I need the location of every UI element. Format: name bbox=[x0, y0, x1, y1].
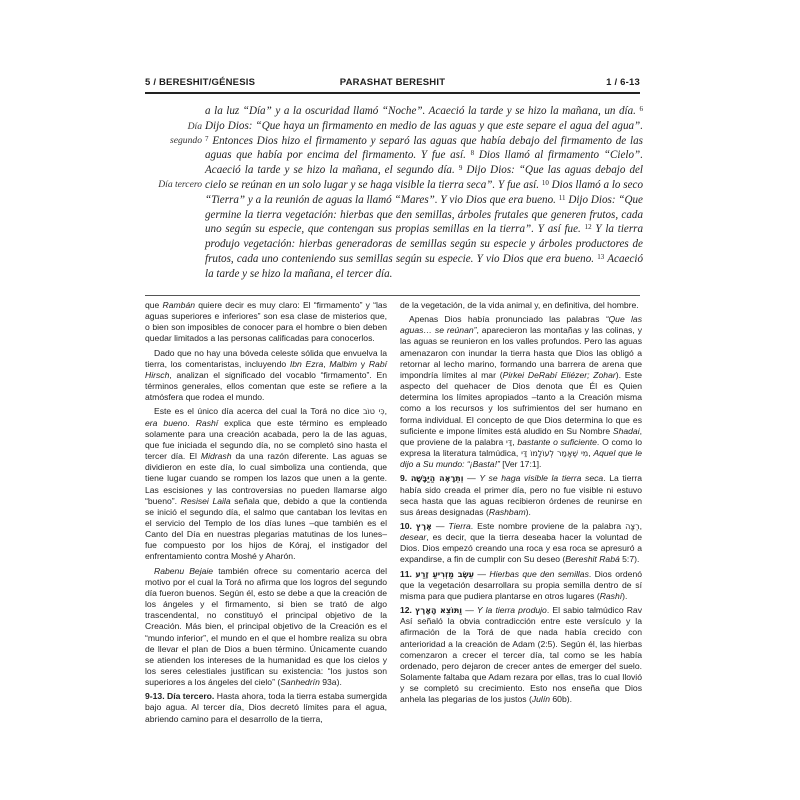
text: Este es el único día acerca del cual la Torá no dice bbox=[154, 406, 363, 417]
margin-note-second-day bbox=[142, 120, 202, 148]
translation: desear bbox=[400, 532, 427, 543]
source-name: Rabí Hirsch bbox=[145, 358, 387, 380]
verse-6: Dijo Dios: “Que haya un firmamento en medio de las aguas y que este separe el agua del agua”. bbox=[205, 119, 643, 132]
verse-9: Dijo Dios: “Que las aguas debajo del cielo se reúnan en un solo lugar y se haga visible la tierra seca”. Y fue así. bbox=[205, 164, 643, 191]
source-name: Rashbam bbox=[488, 506, 526, 517]
commentary-left-column bbox=[145, 300, 387, 728]
text: y bbox=[357, 358, 369, 369]
text: quiere decir es muy claro: El “firmamento” y “las aguas superiores e inferiores” son esa clase de misterios que, o bien son imposibles de conocer para el hombre o bien deben quedar limitados a las personas calificadas para conocerlos. bbox=[145, 300, 387, 344]
text: , analizan el significado del vocablo “firmamento”. En términos generales, ellos comentan que este se refiere a la atmósfera que rodea el mundo. bbox=[145, 369, 387, 403]
text: , bbox=[588, 448, 594, 459]
text: — bbox=[431, 520, 449, 531]
source-name: Midrash bbox=[200, 451, 232, 462]
verse-10: Dios llamó a lo seco “Tierra” y a la reunión de aguas la llamó “Mares”. Y vio Dios que era bueno. bbox=[205, 178, 643, 206]
text: también ofrece su comentario acerca del motivo por el cual la Torá no afirma que los logros del segundo día fueron buenos. Según él, esto se debe a que la creación de los ángeles y el firmamento, si bien se trató de algo trascendental, no constituyó el principal objetivo de la Creación. Más bien, el principal objetivo de la Creación es el “mundo inferior”, el mundo en el que el hombre realiza su obra de llevar el plan de Dios a buen término. Únicamente cuando se atienden los intereses de la humanidad es que los cielos y los seres celestiales justifican su existencia: “los justos son superiores a los ángeles del cielo” ( bbox=[145, 565, 387, 688]
margin-note-second-day-line2: segundo bbox=[170, 135, 202, 146]
text: . Dios ordenó que la vegetación desarrollara su propia semilla dentro de sí misma para que pudiera plantarse en otros lugares ( bbox=[400, 568, 643, 601]
text: 60b). bbox=[550, 694, 572, 705]
verse-paragraph bbox=[205, 104, 643, 282]
source-name: Ibn Ezra bbox=[289, 358, 324, 369]
verse-number: 7 bbox=[205, 134, 209, 143]
hebrew-term: אֶרֶץ bbox=[415, 521, 432, 531]
hebrew-term: רְצָה bbox=[625, 521, 640, 531]
entry-reference: 9. bbox=[400, 473, 408, 484]
header-chapter-verse: 1 / 6-13 bbox=[606, 77, 640, 88]
text: señala que, debido a que la contienda se inició el segundo día, el salmo que cantaban los levitas en el servicio del Templo de los días lunes –que también es el Canto del Día en nuestras plegarias matutinas de los lunes– fue compuesto por los hijos de Kóraj, el instigador del enfrentamiento contra Moshé y Aharón. bbox=[145, 495, 387, 562]
divine-name: Shadai bbox=[612, 425, 640, 436]
translation: Y se haga visible la tierra seca bbox=[479, 473, 604, 484]
text: . La tierra había sido creada el primer día, pero no fue visible ni estuvo seca hasta que las aguas recibieron órdenes de reunirse en sus áreas designadas ( bbox=[400, 473, 642, 517]
translation: bastante o suficiente bbox=[517, 436, 597, 447]
text: Apenas Dios había pronunciado las palabras bbox=[409, 314, 606, 325]
text: ). bbox=[525, 506, 531, 517]
hebrew-term: וְתֵרָאֶה הַיַּבָּשָׁה bbox=[410, 474, 464, 484]
source-name: Rashí bbox=[195, 417, 219, 428]
header-book-title: 5 / BERESHIT/GÉNESIS bbox=[145, 77, 256, 88]
entry-reference: 12. bbox=[400, 605, 412, 616]
commentary-entry bbox=[145, 691, 387, 724]
translation: Aquel que le dijo a Su mundo: “¡Basta!” bbox=[400, 448, 642, 470]
text: — bbox=[463, 473, 480, 484]
source-name: Pirkei DeRabí Eliézer; Zohar bbox=[502, 369, 616, 380]
header-parasha-title: PARASHAT BERESHIT bbox=[339, 77, 446, 88]
source-name: Sanhedrín bbox=[280, 677, 320, 688]
verse-number: 8 bbox=[470, 149, 475, 158]
commentary-paragraph bbox=[400, 300, 642, 311]
text: , es decir, que la tierra deseaba hacer la voluntad de Dios. Dios empezó creando una roca y esa roca se apresuró a expandirse, a fin de cumplir con Su deseo ( bbox=[400, 532, 642, 565]
margin-note-second-day-line1: Día bbox=[187, 121, 202, 132]
text: 5:7). bbox=[619, 554, 640, 565]
text: 93a). bbox=[319, 677, 342, 688]
commentary-paragraph bbox=[400, 314, 642, 470]
text: — bbox=[474, 568, 490, 579]
commentary-entry bbox=[400, 521, 642, 566]
source-name: Rashí bbox=[599, 590, 623, 601]
text: da una razón diferente. Las aguas se dividieron en este día, lo cual simboliza una contienda, que tiene lugar cuando se rompen los lazos que unen a la gente. Las escisiones y las controversias no pueden llamarse algo “bueno”. bbox=[145, 451, 387, 506]
entry-reference: 10. bbox=[400, 520, 412, 531]
text: ). Este aspecto del quehacer de Dios denota que Él es Quien determina los límites apropiados –tanto a la Creación misma como a los recursos y los sufrimientos del ser humano en forma individual. El concepto de que Dios determina lo que es suficiente e impone límites está aludido en Su Nombre bbox=[400, 369, 642, 436]
text: . O como lo expresa la literatura talmúdica, bbox=[400, 436, 642, 459]
verse-number: 12 bbox=[584, 223, 592, 232]
verse-number: 11 bbox=[558, 193, 566, 202]
verse-12: Y la tierra produjo vegetación: hierbas generadoras de semillas según su especie y árboles productores de frutos, cada uno conteniendo sus semillas según su especie. Y vio Dios que era bueno. bbox=[205, 223, 644, 265]
commentary-entry bbox=[400, 473, 642, 518]
text: . El sabio talmúdico Rav Así señaló la obvia contradicción entre este versículo y la afirmación de la Torá de que nada había crecido con anterioridad a la creación de Adam (2:5). Según él, las hierbas comenzaron a crecer el tercer día, tal como se les había ordenado, pero dejaron de crecer antes de emerger del suelo. Solamente faltaba que Adam rezara por ellas, tras lo cual llovió y se completó su crecimiento. Esto nos enseña que Dios anhela las plegarias de los justos ( bbox=[400, 605, 643, 705]
source-name: Bereshit Rabá bbox=[565, 554, 620, 565]
text: , aparecieron las montañas y las colinas, y las aguas se reunieron en los valles profundos. Pero las aguas amenazaron con inundar la tierra hasta que Dios las obligó a retornar al lecho marino, formando una barrera de arena que impondría límites al mar ( bbox=[400, 325, 642, 380]
quote: “Que las aguas… se reúnan” bbox=[400, 314, 642, 336]
running-header bbox=[145, 77, 640, 91]
translation: Y la tierra produjo bbox=[476, 605, 547, 616]
text: ). bbox=[622, 590, 628, 601]
text: . bbox=[187, 417, 196, 428]
entry-reference: 11. bbox=[400, 568, 412, 579]
text: . Este nombre proviene de la palabra bbox=[470, 520, 626, 531]
verse-11: Dijo Dios: “Que germine la tierra vegetación: hierbas que den semillas, árboles frutales que generen frutos, cada uno según su especie, que contengan sus propias semillas en la tierra”. Y así fue. bbox=[205, 193, 643, 236]
source-name: Julín bbox=[531, 694, 551, 705]
text: — bbox=[462, 605, 477, 616]
entry-reference: 9-13. Día tercero. bbox=[145, 691, 215, 702]
source-name: Resisei Laila bbox=[180, 495, 231, 506]
verse-5-end: a la luz “Día” y a la oscuridad llamó “Noche”. Acaeció la tarde y se hizo la mañana, un día. bbox=[205, 105, 636, 117]
hebrew-term: דַּי bbox=[506, 437, 513, 447]
verse-7: Entonces Dios hizo el firmamento y separó las aguas que había debajo del firmamento de las aguas que había por encima del firmamento. Y fue así. bbox=[205, 134, 643, 162]
text: [Ver 17:1]. bbox=[499, 459, 542, 470]
translation: Hierbas que den semillas bbox=[489, 568, 589, 579]
source-name: Rambán bbox=[162, 300, 196, 310]
section-divider bbox=[145, 295, 640, 296]
verse-text bbox=[205, 104, 643, 282]
text: Hasta ahora, toda la tierra estaba sumergida bajo agua. Al tercer día, Dios decretó límites para el agua, abriendo camino para el desarrollo de la tierra, bbox=[145, 691, 387, 724]
translation: era bueno bbox=[145, 417, 188, 428]
text: , bbox=[512, 436, 518, 447]
verse-number: 6 bbox=[639, 105, 643, 113]
text: , que proviene de la palabra bbox=[400, 425, 642, 447]
text: explica que este término es empleado solamente para una creación acabada, pero la de las aguas, que fue iniciada el segundo día, no se completó sino hasta el tercer día. El bbox=[145, 417, 387, 462]
source-name: Rabenu Bejaie bbox=[154, 565, 214, 576]
text: de la vegetación, de la vida animal y, en definitiva, del hombre. bbox=[400, 300, 639, 310]
verse-8: Dios llamó al firmamento “Cielo”. Acaeció la tarde y se hizo la mañana, el segundo día. bbox=[205, 149, 643, 177]
commentary-entry bbox=[400, 605, 642, 705]
commentary-paragraph bbox=[145, 406, 387, 562]
source-name: Malbim bbox=[329, 358, 358, 369]
verse-number: 9 bbox=[458, 164, 463, 173]
commentary-paragraph bbox=[145, 348, 387, 404]
text: , bbox=[639, 520, 642, 531]
commentary-entry bbox=[400, 569, 642, 602]
verse-number: 13 bbox=[597, 252, 605, 261]
text: que bbox=[145, 300, 163, 310]
commentary-paragraph bbox=[145, 300, 387, 345]
hebrew-term: וַתּוֹצֵא הָאָרֶץ bbox=[415, 606, 463, 616]
verse-number: 10 bbox=[541, 178, 549, 187]
hebrew-term: עֵשֶׂב מַזְרִיעַ זֶרַע bbox=[415, 569, 475, 579]
margin-note-third-day: Día tercero bbox=[158, 179, 202, 190]
commentary-paragraph bbox=[145, 566, 387, 689]
text: , bbox=[384, 406, 387, 417]
text: Dado que no hay una bóveda celeste sólida que envuelva la tierra, los comentaristas, incluyendo bbox=[145, 347, 387, 369]
header-rule bbox=[145, 92, 640, 94]
hebrew-term: כִּי טוֹב bbox=[362, 407, 385, 417]
text: , bbox=[323, 358, 330, 369]
commentary-right-column bbox=[400, 300, 642, 708]
hebrew-term: מִי שֶׁאָמַר לְעוֹלָמוֹ דַּי bbox=[521, 449, 589, 459]
verse-13: Acaeció la tarde y se hizo la mañana, el tercer día. bbox=[205, 252, 644, 280]
translation: Tierra bbox=[448, 520, 471, 531]
